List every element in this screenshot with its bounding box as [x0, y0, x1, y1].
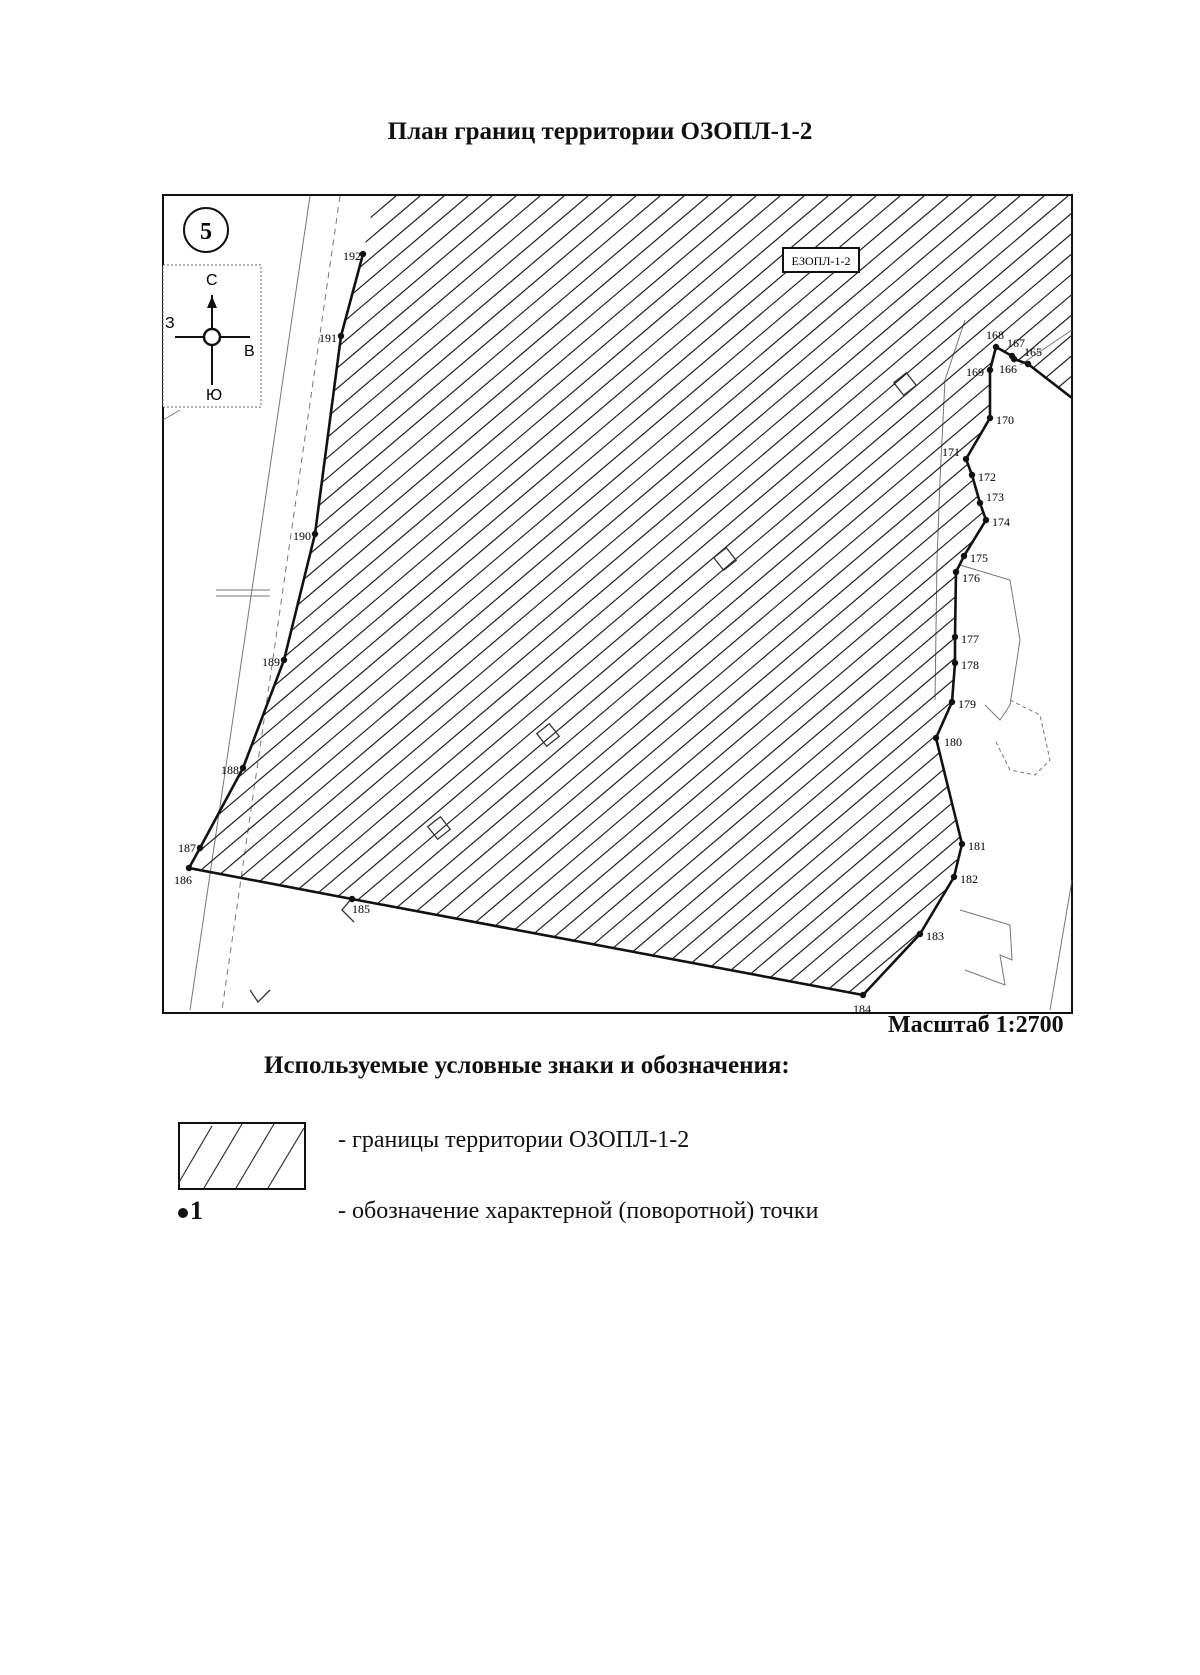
boundary-point-label: 189	[262, 655, 280, 669]
hatch-line	[732, 196, 1200, 1010]
boundary-point-label: 176	[962, 571, 980, 585]
boundary-point-dot	[1025, 361, 1031, 367]
hatch-line	[972, 196, 1200, 1010]
boundary-point-dot	[917, 931, 923, 937]
boundary-point-dot	[952, 660, 958, 666]
boundary-point	[221, 763, 246, 777]
hatch-line	[588, 196, 1200, 1010]
boundary-point-label: 185	[352, 902, 370, 916]
hatch-line	[660, 196, 1200, 1010]
legend-title: Используемые условные знаки и обозначения:	[264, 1052, 790, 1079]
hatch-line	[252, 196, 1200, 1010]
hatch-line	[0, 196, 708, 1010]
boundary-point-dot	[993, 344, 999, 350]
hatch-line	[444, 196, 1200, 1010]
boundary-point-dot	[312, 531, 318, 537]
boundary-point-dot	[186, 865, 192, 871]
map-title: План границ территории ОЗОПЛ-1-2	[387, 118, 813, 145]
hatch-line	[0, 196, 852, 1010]
hatch-line	[1116, 196, 1200, 1010]
hatch-line	[0, 196, 948, 1010]
boundary-point-label: 174	[992, 515, 1010, 529]
boundary-point	[961, 551, 988, 565]
boundary-point-dot	[933, 735, 939, 741]
hatch-line	[0, 196, 732, 1010]
boundary-point	[853, 992, 871, 1016]
hatch-line	[0, 196, 540, 1010]
sheet-number-badge	[184, 208, 228, 252]
hatch-line	[516, 196, 1200, 1010]
hatch-line	[0, 196, 84, 1010]
boundary-point-dot	[240, 765, 246, 771]
hatch-line	[1092, 196, 1200, 1010]
boundary-point-label: 167	[1007, 336, 1025, 350]
hatch-line	[1020, 196, 1200, 1010]
hatch-line	[540, 196, 1200, 1010]
boundary-point-label: 186	[174, 873, 192, 887]
hatch-line	[0, 196, 564, 1010]
boundary-point-dot	[338, 333, 344, 339]
hatch-line	[276, 196, 1200, 1010]
boundary-point	[959, 839, 986, 853]
hatch-line	[1140, 196, 1200, 1010]
territory-boundary	[189, 254, 1072, 995]
map-scale: Масштаб 1:2700	[888, 1012, 1064, 1038]
boundary-point-dot	[949, 699, 955, 705]
boundary-point-label: 181	[968, 839, 986, 853]
hatch-line	[636, 196, 1200, 1010]
boundary-point	[999, 356, 1017, 376]
boundary-point-label: 178	[961, 658, 979, 672]
boundary-point	[951, 872, 978, 886]
hatch-line	[924, 196, 1200, 1010]
hatch-line	[468, 196, 1200, 1010]
zone-label-box	[783, 248, 859, 272]
boundary-point	[1024, 345, 1042, 367]
boundary-point-dot	[969, 472, 975, 478]
compass-west: З	[165, 315, 175, 332]
boundary-point-dot	[963, 456, 969, 462]
boundary-point-dot	[952, 634, 958, 640]
hatch-line	[0, 196, 660, 1010]
hatch-line	[0, 196, 756, 1010]
boundary-point-label: 182	[960, 872, 978, 886]
zone-label: ЕЗОПЛ-1-2	[791, 254, 851, 268]
compass-east: В	[244, 343, 255, 360]
hatch-line	[0, 196, 612, 1010]
boundary-point	[977, 490, 1004, 506]
boundary-point-label: 179	[958, 697, 976, 711]
boundary-point-label: 168	[986, 328, 1004, 342]
boundary-point-label: 184	[853, 1002, 871, 1016]
hatch-line	[852, 196, 1200, 1010]
boundary-point	[178, 841, 203, 855]
boundary-point-dot	[953, 569, 959, 575]
point-dot-icon	[178, 1208, 188, 1218]
boundary-point-label: 170	[996, 413, 1014, 427]
hatch-line	[492, 196, 1200, 1010]
boundary-point	[343, 249, 366, 263]
hatch-line	[900, 196, 1200, 1010]
boundary-point-dot	[860, 992, 866, 998]
boundary-point-label: 190	[293, 529, 311, 543]
boundary-point-dot	[281, 657, 287, 663]
boundary-point	[983, 515, 1010, 529]
boundary-point-label: 187	[178, 841, 196, 855]
legend-item-point-text: - обозначение характерной (поворотной) точки	[338, 1198, 819, 1224]
hatch-line	[780, 196, 1200, 1010]
boundary-point-dot	[987, 415, 993, 421]
boundary-point-label: 191	[319, 331, 337, 345]
hatch-line	[0, 196, 108, 1010]
boundary-point	[986, 328, 1004, 350]
hatch-line	[0, 196, 180, 1010]
hatch-line	[0, 196, 156, 1010]
legend-hatch-symbol	[178, 1122, 306, 1190]
hatch-line	[0, 196, 60, 1010]
boundary-point-label: 169	[966, 365, 984, 379]
hatch-line	[0, 196, 924, 1010]
boundary-point-dot	[959, 841, 965, 847]
boundary-point	[942, 445, 969, 462]
boundary-point	[174, 865, 192, 887]
hatch-line	[756, 196, 1200, 1010]
hatch-line	[420, 196, 1200, 1010]
boundary-point-label: 188	[221, 763, 239, 777]
legend-point-symbol	[178, 1196, 203, 1226]
sheet-number: 5	[200, 219, 212, 245]
hatch-line	[1188, 196, 1200, 1010]
boundary-point	[987, 413, 1014, 427]
hatch-line	[708, 196, 1200, 1010]
hatch-line	[0, 196, 684, 1010]
building-markers	[250, 373, 916, 1002]
hatch-line	[0, 196, 876, 1010]
boundary-point-label: 171	[942, 445, 960, 459]
compass-rose	[163, 265, 261, 407]
boundary-point	[1007, 336, 1025, 359]
hatch-line	[0, 196, 780, 1010]
hatch-line	[0, 196, 900, 1010]
boundary-point	[949, 697, 976, 711]
hatch-line	[612, 196, 1200, 1010]
hatch-line	[804, 196, 1200, 1010]
hatch-line	[1068, 196, 1200, 1010]
boundary-point	[952, 658, 979, 672]
hatch-line	[948, 196, 1200, 1010]
boundary-point-label: 166	[999, 362, 1017, 376]
legend-point-label: 1	[190, 1196, 203, 1225]
boundary-point-label: 165	[1024, 345, 1042, 359]
boundary-point-dot	[1009, 353, 1015, 359]
hatch-line	[372, 196, 1200, 1010]
boundary-point-label: 177	[961, 632, 979, 646]
hatch-line	[0, 196, 132, 1010]
hatch-line	[300, 196, 1200, 1010]
boundary-point-dot	[961, 553, 967, 559]
boundary-point-dot	[983, 517, 989, 523]
boundary-point-label: 173	[986, 490, 1004, 504]
boundary-point-dot	[197, 845, 203, 851]
hatch-line	[684, 196, 1200, 1010]
compass-north: С	[206, 272, 218, 289]
boundary-point	[262, 655, 287, 669]
hatch-line	[996, 196, 1200, 1010]
hatch-line	[0, 196, 828, 1010]
boundary-point-dot	[977, 500, 983, 506]
compass-south: Ю	[206, 387, 223, 404]
boundary-point-label: 172	[978, 470, 996, 484]
boundary-point-label: 175	[970, 551, 988, 565]
boundary-point-dot	[987, 367, 993, 373]
boundary-point-dot	[951, 874, 957, 880]
legend-item-boundary-text: - границы территории ОЗОПЛ-1-2	[338, 1127, 690, 1153]
boundary-point-label: 183	[926, 929, 944, 943]
boundary-point	[917, 929, 944, 943]
boundary-point-label: 180	[944, 735, 962, 749]
hatch-line	[1164, 196, 1200, 1010]
boundary-point-label: 192	[343, 249, 361, 263]
